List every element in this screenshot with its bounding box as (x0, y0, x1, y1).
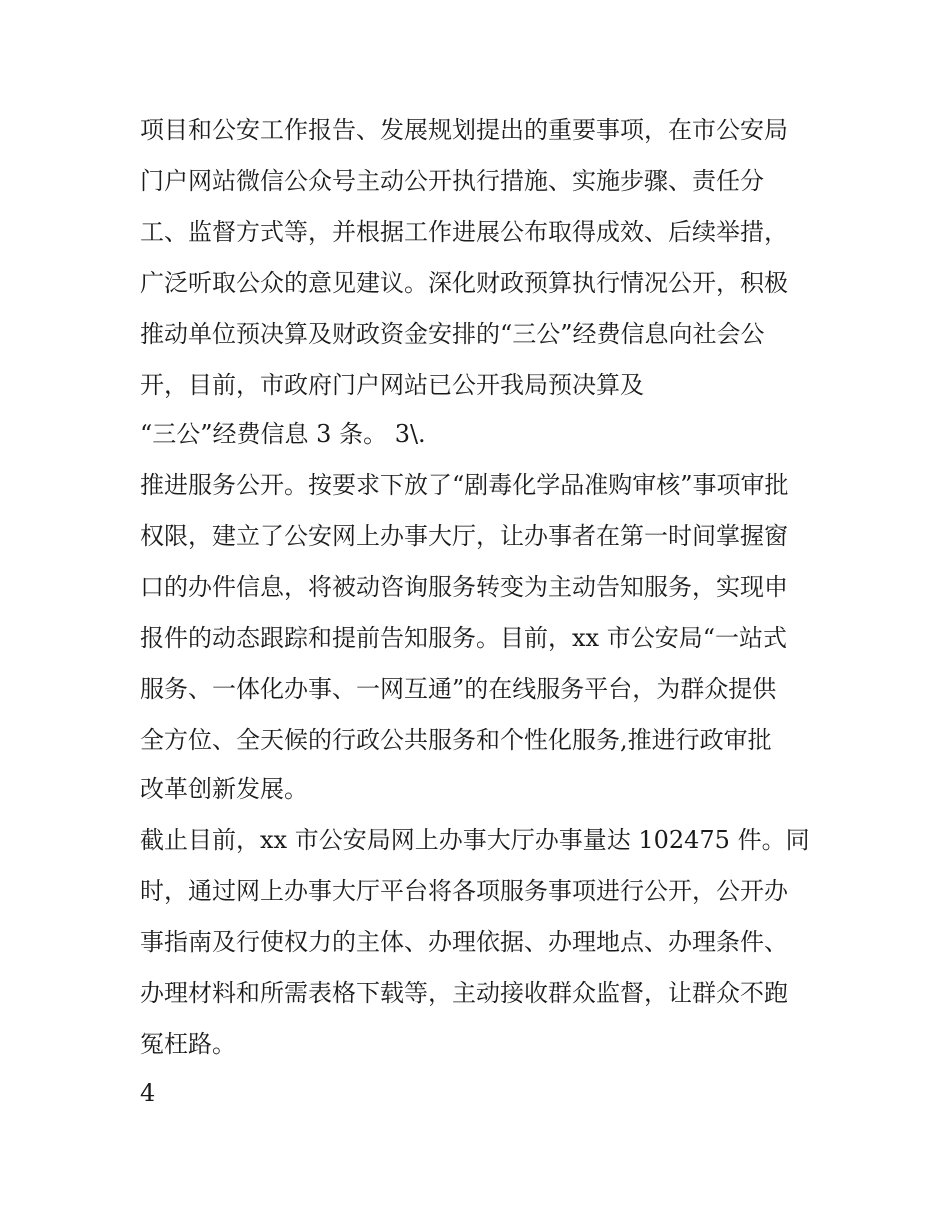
page-number: 4 (140, 1079, 156, 1107)
text-line: 报件的动态跟踪和提前告知服务。目前，xx 市公安局“一站式 (140, 624, 787, 652)
text-line: 改革创新发展。 (140, 775, 308, 803)
text-line: 事指南及行使权力的主体、办理依据、办理地点、办理条件、 (140, 928, 788, 956)
text-line: 全方位、全天候的行政公共服务和个性化服务,推进行政审批 (140, 726, 772, 754)
text-line: 口的办件信息，将被动咨询服务转变为主动告知服务，实现申 (140, 573, 788, 601)
text-line: 权限，建立了公安网上办事大厅，让办事者在第一时间掌握窗 (140, 522, 788, 550)
text-line: 办理材料和所需表格下载等，主动接收群众监督，让群众不跑 (140, 979, 788, 1007)
text-line: 服务、一体化办事、一网互通”的在线服务平台，为群众提供 (140, 675, 777, 703)
text-line: 门户网站微信公众号主动公开执行措施、实施步骤、责任分 (140, 167, 764, 195)
text-line: 冤枉路。 (140, 1030, 236, 1058)
text-line: 时，通过网上办事大厅平台将各项服务事项进行公开，公开办 (140, 877, 788, 905)
text-line: 推动单位预决算及财政资金安排的“三公”经费信息向社会公 (140, 320, 765, 348)
text-line: 开，目前，市政府门户网站已公开我局预决算及 (140, 371, 644, 399)
text-line: 广泛听取公众的意见建议。深化财政预算执行情况公开，积极 (140, 269, 788, 297)
text-line: 工、监督方式等，并根据工作进展公布取得成效、后续举措， (140, 218, 788, 246)
text-line: 项目和公安工作报告、发展规划提出的重要事项，在市公安局 (140, 116, 788, 144)
text-line: 截止目前，xx 市公安局网上办事大厅办事量达 102475 件。同 (140, 826, 810, 854)
text-line: 推进服务公开。按要求下放了“剧毒化学品准购审核”事项审批 (140, 471, 789, 499)
text-line: “三公”经费信息 3 条。 3\. (140, 420, 426, 448)
